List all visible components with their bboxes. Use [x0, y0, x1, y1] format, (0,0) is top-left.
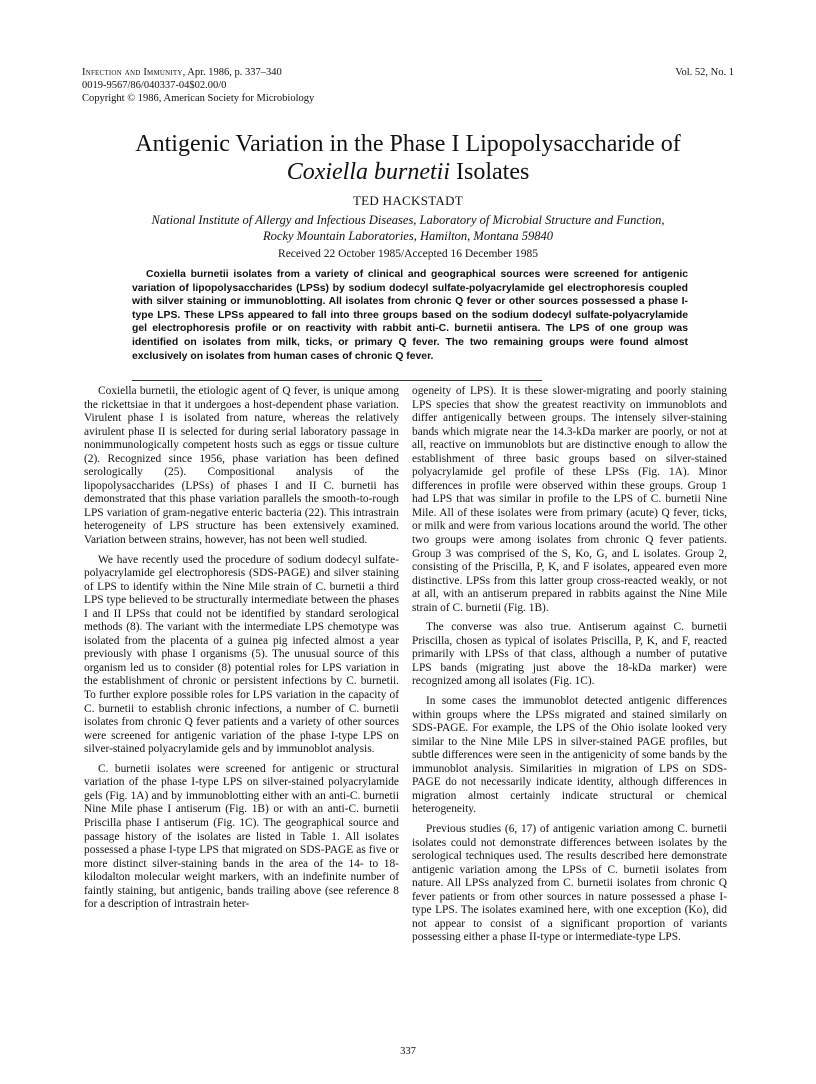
article-title — [82, 130, 734, 186]
abstract: Coxiella burnetii isolates from a variety of clinical and geographical sources were screened for antigenic variation of lipopolysaccharides (LPSs) by sodium dodecyl sulfate-polyacrylamide gel electrophoresis coupled with silver staining or immunoblotting. All isolates from chronic Q fever or other sources possessed a phase I-type LPS. These LPSs appeared to fall into three groups based on the sodium dodecyl sulfate-polyacrylamide gel electrophoresis profile or on reactivity with rabbit anti-C. burnetii antisera. The LPS of one group was identified on isolates from milk, ticks, or primary Q fever. The two remaining groups were found almost exclusively on isolates from human cases of chronic Q fever. — [132, 269, 688, 362]
body-paragraph: Previous studies (6, 17) of antigenic variation among C. burnetii isolates could not demonstrate differences between isolates by the serological techniques used. The results described here demonstrate antigenic variation among the LPSs of C. burnetii isolates from nature. All LPSs analyzed from C. burnetii isolates from chronic Q fever patients or from other sources in nature possessed a phase I-type LPS. The isolates examined here, with one exception (Ko), did not appear to consist of a significant proportion of variants possessing either a phase II-type or intermediate-type LPS. — [412, 822, 727, 944]
issue-date-pages: , Apr. 1986, p. 337–340 — [182, 67, 282, 78]
body-paragraph: We have recently used the procedure of sodium dodecyl sulfate-polyacrylamide gel electrophoresis (SDS-PAGE) and silver staining of LPS to identify within the Nine Mile strain of C. burnetii a third LPS type believed to be structurally intermediate between the phases I and II LPSs that could not be identified by standard serological methods (8). The variant with the intermediate LPS chemotype was isolated from the placenta of a guinea pig infected almost a year previously with phase I organisms (5). The unusual source of this organism led us to consider (8) potential roles for LPS variation in the establishment of chronic or persistent infections by C. burnetii. To further explore possible roles for LPS variation in the capacity of C. burnetii to establish chronic infections, a number of C. burnetii isolates from chronic Q fever patients and a variety of other sources were screened for antigenic variation of the phase I-type LPS on silver-stained polyacrylamide gels and by immunoblot analysis. — [84, 553, 399, 756]
title-line-2-rest: Isolates — [450, 159, 530, 185]
copyright-notice: Copyright © 1986, American Society for Microbiology — [82, 93, 315, 104]
article-code: 0019-9567/86/040337-04$02.00/0 — [82, 80, 227, 91]
author-affiliation — [82, 212, 734, 244]
body-column-left — [84, 385, 399, 918]
body-column-right — [412, 385, 727, 951]
received-accepted-dates: Received 22 October 1985/Accepted 16 December 1985 — [278, 248, 538, 260]
title-line-1: Antigenic Variation in the Phase I Lipopolysaccharide of — [135, 131, 681, 157]
affiliation-line-2: Rocky Mountain Laboratories, Hamilton, Montana 59840 — [263, 229, 553, 243]
journal-name: Infection and Immunity — [82, 67, 183, 78]
body-paragraph: C. burnetii isolates were screened for antigenic or structural variation of the phase I-type LPS on silver-stained polyacrylamide gels (Fig. 1A) and by immunoblotting either with an anti-C. burnetii Nine Mile phase I antiserum (Fig. 1B) or with an anti-C. burnetii Priscilla phase I antiserum (Fig. 1C). The geographical source and passage history of the isolates are listed in Table 1. All isolates possessed a phase I-type LPS that migrated on SDS-PAGE as five or more distinct silver-staining bands in the area of the 14- to 18-kilodalton molecular weight markers, with an indefinite number of faintly staining, but antigenic, bands trailing above (see reference 8 for a description of intrastrain heter- — [84, 762, 399, 911]
journal-citation — [82, 66, 282, 79]
title-organism: Coxiella burnetii — [286, 159, 450, 185]
abstract-divider — [132, 380, 542, 381]
body-paragraph: The converse was also true. Antiserum against C. burnetii Priscilla, chosen as typical of isolates Priscilla, P, K, and F, reacted primarily with LPSs of that class, although a number of putative LPS bands (migrating just above the 18-kDa marker) were recognized among all isolates (Fig. 1C). — [412, 621, 727, 688]
volume-issue: Vol. 52, No. 1 — [675, 67, 734, 78]
body-paragraph: In some cases the immunoblot detected antigenic differences within groups where the LPSs migrated and stained similarly on SDS-PAGE. For example, the LPS of the Ohio isolate looked very similar to the Nine Mile LPS in silver-stained PAGE profiles, but subtle differences were seen in the antigenicity of some bands by the immunoblot analysis. Similarities in migration of LPS on SDS-PAGE do not necessarily indicate identity, although differences in migration almost certainly indicate structural or chemical heterogeneity. — [412, 695, 727, 816]
affiliation-line-1: National Institute of Allergy and Infectious Diseases, Laboratory of Microbial Structure and Function, — [151, 213, 665, 227]
body-paragraph: Coxiella burnetii, the etiologic agent of Q fever, is unique among the rickettsiae in that it undergoes a host-dependent phase variation. Virulent phase I is isolated from nature, whereas the relatively avirulent phase II is selected for during serial laboratory passage in nonimmunologically competent hosts such as eggs or tissue culture (2). Recognized since 1956, phase variation has been defined serologically (25). Compositional analysis of the lipopolysaccharides (LPSs) of phases I and II C. burnetii has demonstrated that this phase variation parallels the smooth-to-rough LPS variation of gram-negative enteric bacteria (22). This intrastrain heterogeneity of LPS structure has been extensively examined. Variation between strains, however, has not been well studied. — [84, 385, 399, 547]
journal-header — [82, 66, 734, 105]
author-name: TED HACKSTADT — [352, 193, 464, 208]
body-paragraph-continued: ogeneity of LPS). It is these slower-migrating and poorly staining LPS species that show the greatest reactivity on immunoblots and differ antigenically between groups. The intensely silver-staining bands which migrate near the 14.3-kDa marker are poorly, or not at all, reactive on immunoblots but are distinctive enough to allow the establishment of three basic groups based on silver-stained polyacrylamide gel profile of these LPSs (Fig. 1A). Minor differences in profile were observed within these groups. Group 1 had LPS that was similar in profile to the LPS of C. burnetii Nine Mile. All of these isolates were from primary (acute) Q fever, ticks, or milk and were from various locations around the world. The other two groups were among isolates from chronic Q fever patients. Group 3 was comprised of the S, Ko, G, and L isolates. Group 2, consisting of the Priscilla, P, K, and F isolates, appeared even more distinctive. LPSs from this latter group cross-reacted weakly, or not at all, with an antiserum prepared in rabbits against the Nine Mile strain of C. burnetii (Fig. 1B). — [412, 385, 727, 614]
page-number: 337 — [400, 1046, 416, 1057]
